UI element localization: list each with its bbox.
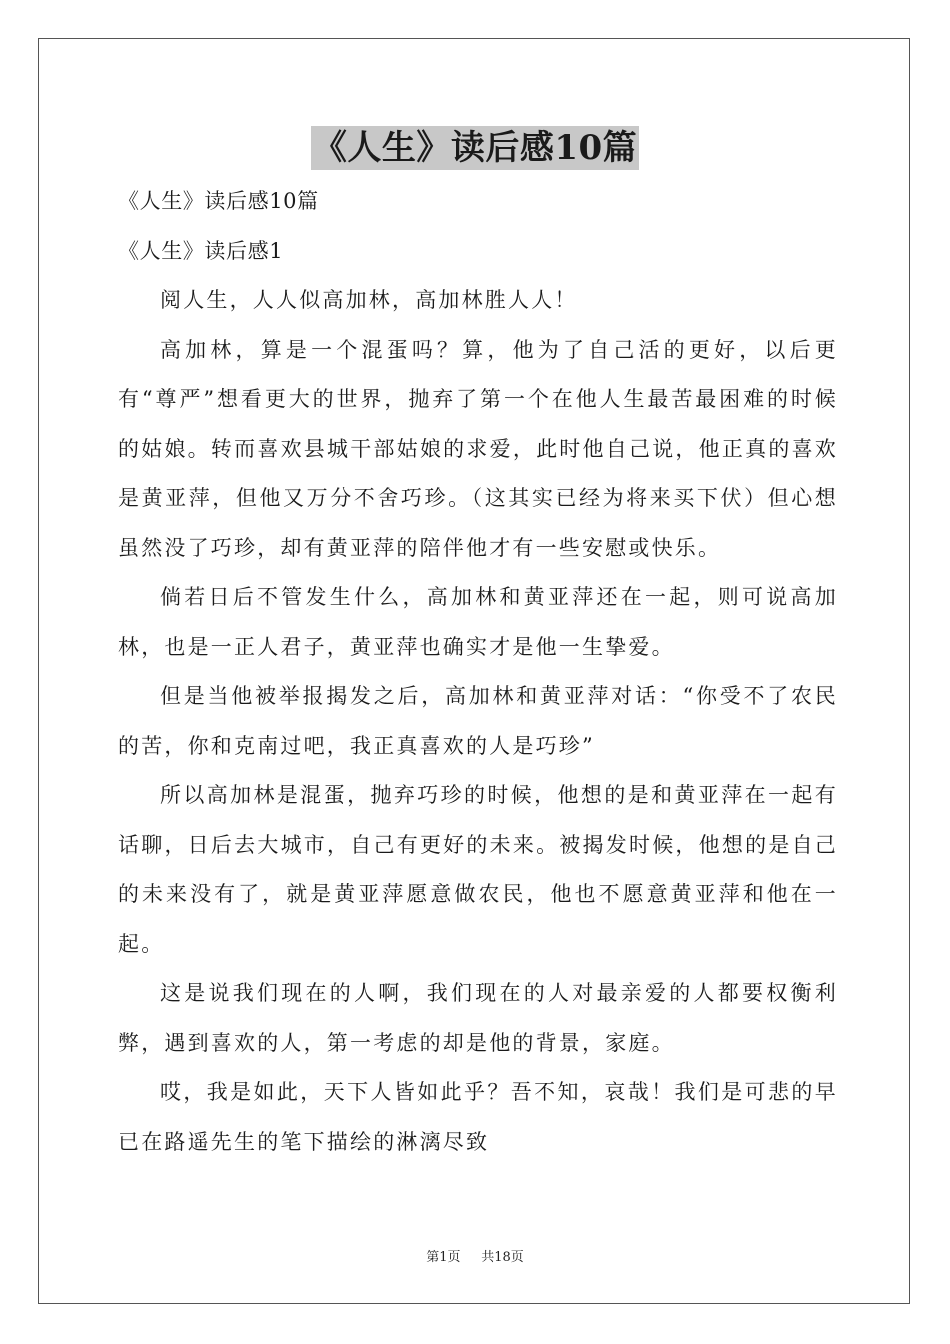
- document-body: [118, 177, 838, 1167]
- paragraph: 倘若日后不管发生什么，高加林和黄亚萍还在一起，则可说高加林，也是一正人君子，黄亚萍也确实才是他一生挚爱。: [118, 585, 838, 659]
- title-container: [0, 126, 950, 170]
- document-title: 《人生》读后感10篇: [312, 128, 638, 168]
- page-number: 第1页: [426, 1250, 461, 1265]
- paragraph: 阅人生，人人似高加林，高加林胜人人！: [160, 288, 578, 312]
- paragraph: 哎，我是如此，天下人皆如此乎？吾不知，哀哉！我们是可悲的早已在路遥先生的笔下描绘的淋漓尽致: [118, 1080, 838, 1154]
- paragraph: 高加林，算是一个混蛋吗？算，他为了自己活的更好，以后更有“尊严”想看更大的世界，抛弃了第一个在他人生最苦最困难的时候的姑娘。转而喜欢县城干部姑娘的求爱，此时他自己说，他正真的喜欢是黄亚萍，但他又万分不舍巧珍。（这其实已经为将来买下伏）但心想虽然没了巧珍，却有黄亚萍的陪伴他才有一些安慰或快乐。: [118, 337, 838, 560]
- paragraph: 但是当他被举报揭发之后，高加林和黄亚萍对话：“你受不了农民的苦，你和克南过吧，我正真喜欢的人是巧珍”: [118, 684, 838, 758]
- page-total: 共18页: [481, 1250, 524, 1265]
- section-heading: 《人生》读后感1: [118, 238, 284, 263]
- document-subtitle: 《人生》读后感10篇: [118, 189, 319, 213]
- paragraph: 所以高加林是混蛋，抛弃巧珍的时候，他想的是和黄亚萍在一起有话聊，日后去大城市，自己有更好的未来。被揭发时候，他想的是自己的未来没有了，就是黄亚萍愿意做农民，他也不愿意黄亚萍和他在一起。: [118, 783, 838, 956]
- page-footer: [0, 1246, 950, 1265]
- paragraph: 这是说我们现在的人啊，我们现在的人对最亲爱的人都要权衡利弊，遇到喜欢的人，第一考虑的却是他的背景，家庭。: [118, 981, 838, 1055]
